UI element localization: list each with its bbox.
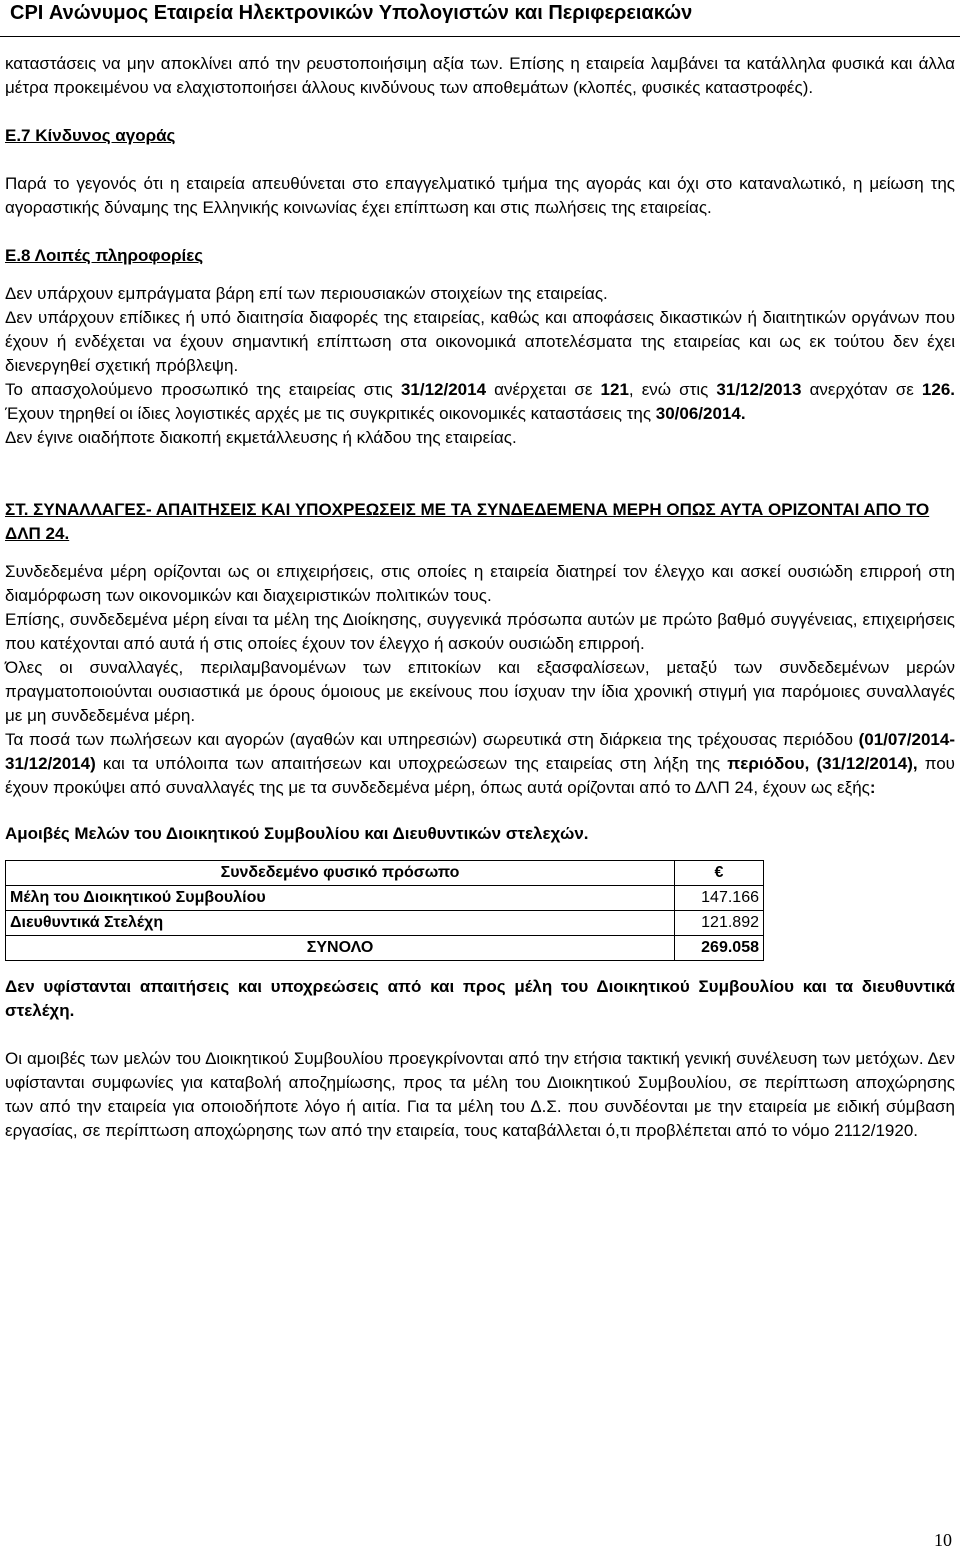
table-row-label: Διευθυντικά Στελέχη bbox=[6, 911, 675, 936]
header-divider bbox=[0, 36, 960, 37]
section-st-para1: Συνδεδεμένα μέρη ορίζονται ως οι επιχειρήσεις, στις οποίες η εταιρεία διατηρεί τον έλεγχο και ασκεί ουσιώδη επιρροή στη διαμόρφωση των οικονομικών και διαχειριστικών πολιτικών τους. bbox=[5, 562, 955, 605]
date-2013: 31/12/2013 bbox=[716, 380, 802, 399]
table-row bbox=[6, 911, 764, 936]
period-end: περιόδου, (31/12/2014), bbox=[727, 754, 918, 773]
staff-count-2014: 121 bbox=[600, 380, 629, 399]
table-total-amount: 269.058 bbox=[675, 936, 764, 961]
section-e7-text: Παρά το γεγονός ότι η εταιρεία απευθύνεται στο επαγγελματικό τμήμα της αγοράς και όχι στο καταναλωτικό, η μείωση της αγοραστικής δύναμης της Ελληνικής κοινωνίας έχει επίπτωση και στις πωλήσεις της εταιρείας. bbox=[5, 174, 955, 217]
table-column-header: Συνδεδεμένο φυσικό πρόσωπο bbox=[6, 861, 675, 886]
table-row bbox=[6, 886, 764, 911]
intro-paragraph: καταστάσεις να μην αποκλίνει από την ρευστοποιήσιμη αξία των. Επίσης η εταιρεία λαμβάνει τα κατάλληλα φυσικά και άλλα μέτρα προκειμένου να ελαχιστοποιήσει άλλους κινδύνους των αποθεμάτων (κλοπές, φυσικές καταστροφές). bbox=[5, 54, 955, 97]
table-row-amount: 147.166 bbox=[675, 886, 764, 911]
page-content bbox=[5, 38, 955, 1143]
table-row-amount: 121.892 bbox=[675, 911, 764, 936]
section-e7-heading: Ε.7 Κίνδυνος αγοράς bbox=[5, 126, 176, 145]
table-header-row bbox=[6, 861, 764, 886]
currency-header: € bbox=[675, 861, 764, 886]
table-row-label: Μέλη του Διοικητικού Συμβουλίου bbox=[6, 886, 675, 911]
section-e8-staff-paragraph: Το απασχολούμενο προσωπικό της εταιρείας στις 31/12/2014 ανέρχεται σε 121, ενώ στις 31/12/2013 ανερχόταν σε 126. Έχουν τηρηθεί οι ίδιες λογιστικές αρχές με τις συγκριτικές οικονομικές καταστάσεις της 30/06/2014. bbox=[5, 380, 956, 423]
date-2014: 31/12/2014 bbox=[400, 380, 487, 399]
section-e8-line4: Δεν έγινε οιαδήποτε διακοπή εκμετάλλευσης ή κλάδου της εταιρείας. bbox=[5, 428, 517, 447]
date-comparative: 30/06/2014. bbox=[655, 404, 746, 423]
section-st-para4: Τα ποσά των πωλήσεων και αγορών (αγαθών και υπηρεσιών) σωρευτικά στη διάρκεια της τρέχουσας περιόδου (01/07/2014-31/12/2014) και τα υπόλοιπα των απαιτήσεων και υποχρεώσεων της εταιρείας στη λήξη της περιόδου, (31/12/2014), που έχουν προκύψει από συναλλαγές της με τα συνδεδεμένα μέρη, όπως αυτά ορίζονται από το ΔΛΠ 24, έχουν ως εξής: bbox=[5, 730, 955, 797]
table-total-row bbox=[6, 936, 764, 961]
period-range: (01/07/2014-31/12/2014) bbox=[5, 730, 955, 773]
section-st-para3: Όλες οι συναλλαγές, περιλαμβανομένων των επιτοκίων και εξασφαλίσεων, μεταξύ των συνδεδεμένων μερών πραγματοποιούνται ουσιαστικά με όρους όμοιους με εκείνους που ίσχυαν την ίδια χρονική στιγμή για παρόμοιες συναλλαγές με μη συνδεδεμένα μέρη. bbox=[5, 658, 955, 725]
section-e8-heading: Ε.8 Λοιπές πληροφορίες bbox=[5, 246, 204, 265]
staff-count-2013: 126. bbox=[921, 380, 956, 399]
closing-paragraph: Οι αμοιβές των μελών του Διοικητικού Συμβουλίου προεγκρίνονται από την ετήσια τακτική γενική συνέλευση των μετόχων. Δεν υφίστανται συμφωνίες για καταβολή αποζημίωσης, προς τα μέλη του Διοικητικού Συμβουλίου, σε περίπτωση αποχώρησης των από την εταιρεία για οποιοδήποτε λόγο ή αιτία. Για τα μέλη του Δ.Σ. που συνδέονται με την εταιρεία με ειδική σύμβαση εργασίας, σε περίπτωση αποχώρησης των από την εταιρεία, τους καταβάλλεται ό,τι προβλέπεται από το νόμο 2112/1920. bbox=[5, 1049, 955, 1140]
no-claims-paragraph: Δεν υφίστανται απαιτήσεις και υποχρεώσεις από και προς μέλη του Διοικητικού Συμβουλίου και τα διευθυντικά στελέχη. bbox=[5, 977, 955, 1020]
section-st-heading: ΣΤ. ΣΥΝΑΛΛΑΓΕΣ- ΑΠΑΙΤΗΣΕΙΣ ΚΑΙ ΥΠΟΧΡΕΩΣΕΙΣ ΜΕ ΤΑ ΣΥΝΔΕΔΕΜΕΝΑ ΜΕΡΗ ΟΠΩΣ ΑΥΤΑ ΟΡΙΖΟΝΤΑΙ ΑΠΟ ΤΟ ΔΛΠ 24. bbox=[5, 500, 930, 543]
page-number: 10 bbox=[934, 1530, 952, 1550]
table-total-label: ΣΥΝΟΛΟ bbox=[6, 936, 675, 961]
page-header-title: CPI Ανώνυμος Εταιρεία Ηλεκτρονικών Υπολογιστών και Περιφερειακών bbox=[10, 2, 693, 24]
section-e8-line2: Δεν υπάρχουν επίδικες ή υπό διαιτησία διαφορές της εταιρείας, καθώς και αποφάσεις δικαστικών ή διαιτητικών οργάνων που έχουν ή ενδέχεται να έχουν σημαντική επίπτωση στα οικονομικά αποτελέσματα της εταιρείας και ως εκ τούτου δεν έχει διενεργηθεί σχετική πρόβλεψη. bbox=[5, 308, 955, 375]
compensation-table bbox=[5, 860, 764, 961]
section-e8-line1: Δεν υπάρχουν εμπράγματα βάρη επί των περιουσιακών στοιχείων της εταιρείας. bbox=[5, 284, 608, 303]
fees-heading: Αμοιβές Μελών του Διοικητικού Συμβουλίου και Διευθυντικών στελεχών. bbox=[5, 824, 589, 843]
section-st-para2: Επίσης, συνδεδεμένα μέρη είναι τα μέλη της Διοίκησης, συγγενικά πρόσωπα αυτών με πρώτο βαθμό συγγένειας, επιχειρήσεις που κατέχονται από αυτά ή στις οποίες έχουν τον έλεγχο ή ασκούν ουσιώδη επιρροή. bbox=[5, 610, 955, 653]
